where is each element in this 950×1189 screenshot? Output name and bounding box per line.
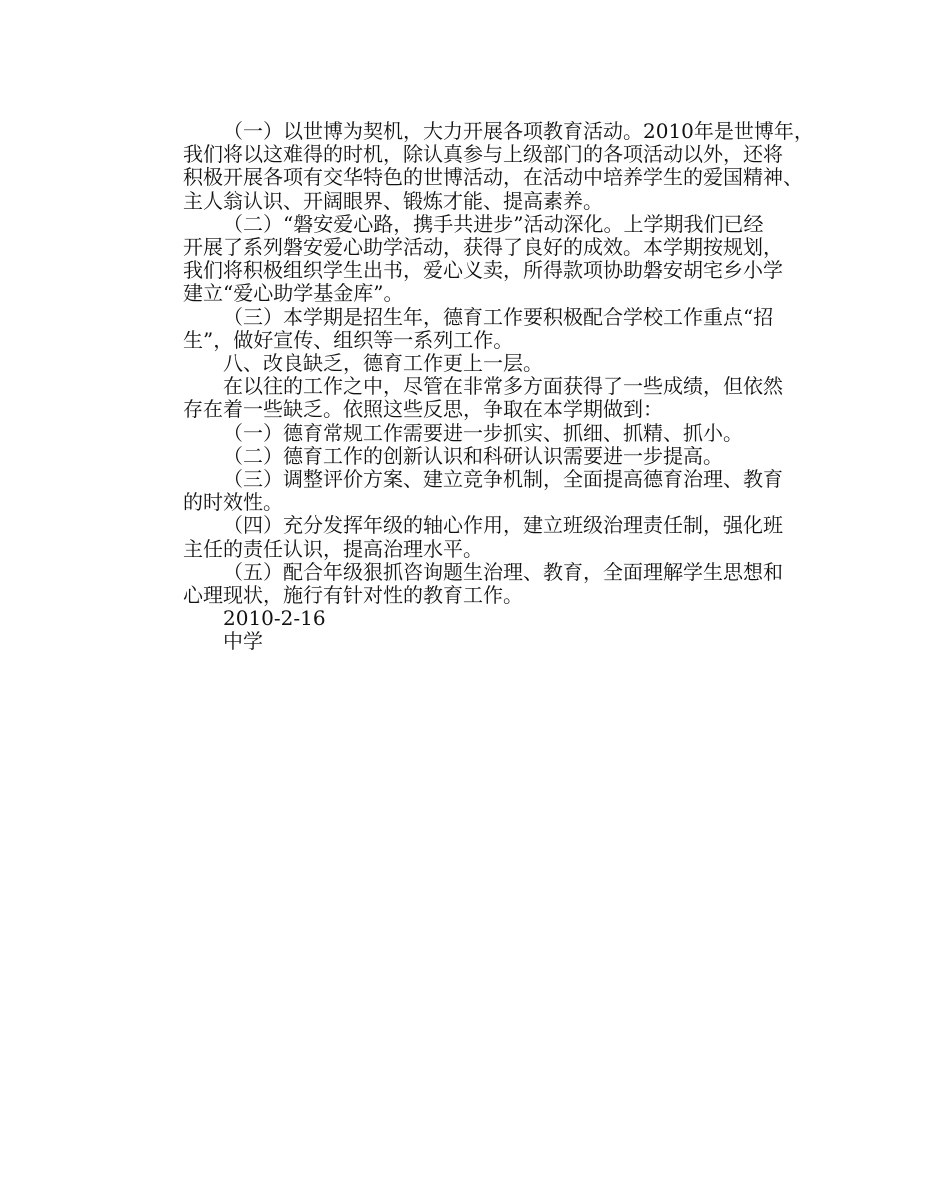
text-line: （三）本学期是招生年，德育工作要积极配合学校工作重点“招 bbox=[223, 304, 774, 329]
document-date bbox=[143, 607, 823, 630]
text-line: （二）“磐安爱心路，携手共进步”活动深化。上学期我们已经 bbox=[223, 211, 764, 236]
text-line: 建立“爱心助学基金库”。 bbox=[183, 281, 404, 306]
text-line: 主任的责任认识，提高治理水平。 bbox=[183, 536, 483, 561]
document-body bbox=[143, 120, 823, 654]
text-line: 中学 bbox=[223, 629, 263, 654]
list-item-2 bbox=[143, 445, 823, 468]
text-line: （二）德育工作的创新认识和科研认识需要进一步提高。 bbox=[223, 443, 723, 468]
text-line: 在以往的工作之中，尽管在非常多方面获得了一些成绩，但依然 bbox=[223, 374, 783, 399]
paragraph-panan-charity bbox=[143, 213, 823, 306]
text-line: 开展了系列磐安爱心助学活动，获得了良好的成效。本学期按规划， bbox=[183, 235, 783, 260]
text-line: 的时效性。 bbox=[183, 490, 283, 515]
text-line: 积极开展各项有交华特色的世博活动，在活动中培养学生的爱国精神、 bbox=[183, 165, 803, 190]
text-line: 2010-2-16 bbox=[223, 606, 326, 631]
document-signature bbox=[143, 630, 823, 653]
list-item-5 bbox=[143, 561, 823, 607]
text-line: 八、改良缺乏，德育工作更上一层。 bbox=[223, 351, 543, 376]
text-line: （四）充分发挥年级的轴心作用，建立班级治理责任制，强化班 bbox=[223, 513, 783, 538]
text-line: 我们将以这难得的时机，除认真参与上级部门的各项活动以外，还将 bbox=[183, 142, 783, 167]
paragraph-enrollment bbox=[143, 306, 823, 352]
list-item-4 bbox=[143, 514, 823, 560]
text-line: （三）调整评价方案、建立竞争机制，全面提高德育治理、教育 bbox=[223, 467, 783, 492]
list-item-3 bbox=[143, 468, 823, 514]
section-heading-improvement bbox=[143, 352, 823, 375]
text-line: 主人翁认识、开阔眼界、锻炼才能、提高素养。 bbox=[183, 188, 603, 213]
text-line: （一）德育常规工作需要进一步抓实、抓细、抓精、抓小。 bbox=[223, 420, 743, 445]
paragraph-reflection bbox=[143, 375, 823, 421]
text-line: （一）以世博为契机，大力开展各项教育活动。2010年是世博年， bbox=[223, 119, 814, 143]
text-line: （五）配合年级狠抓咨询题生治理、教育，全面理解学生思想和 bbox=[223, 559, 783, 584]
text-line: 我们将积极组织学生出书，爱心义卖，所得款项协助磐安胡宅乡小学 bbox=[183, 258, 783, 283]
text-line: 存在着一些缺乏。依照这些反思，争取在本学期做到： bbox=[183, 397, 663, 422]
list-item-1 bbox=[143, 422, 823, 445]
paragraph-activities-expo bbox=[143, 120, 823, 213]
text-line: 心理现状，施行有针对性的教育工作。 bbox=[183, 583, 523, 608]
text-line: 生”，做好宣传、组织等一系列工作。 bbox=[183, 327, 514, 352]
